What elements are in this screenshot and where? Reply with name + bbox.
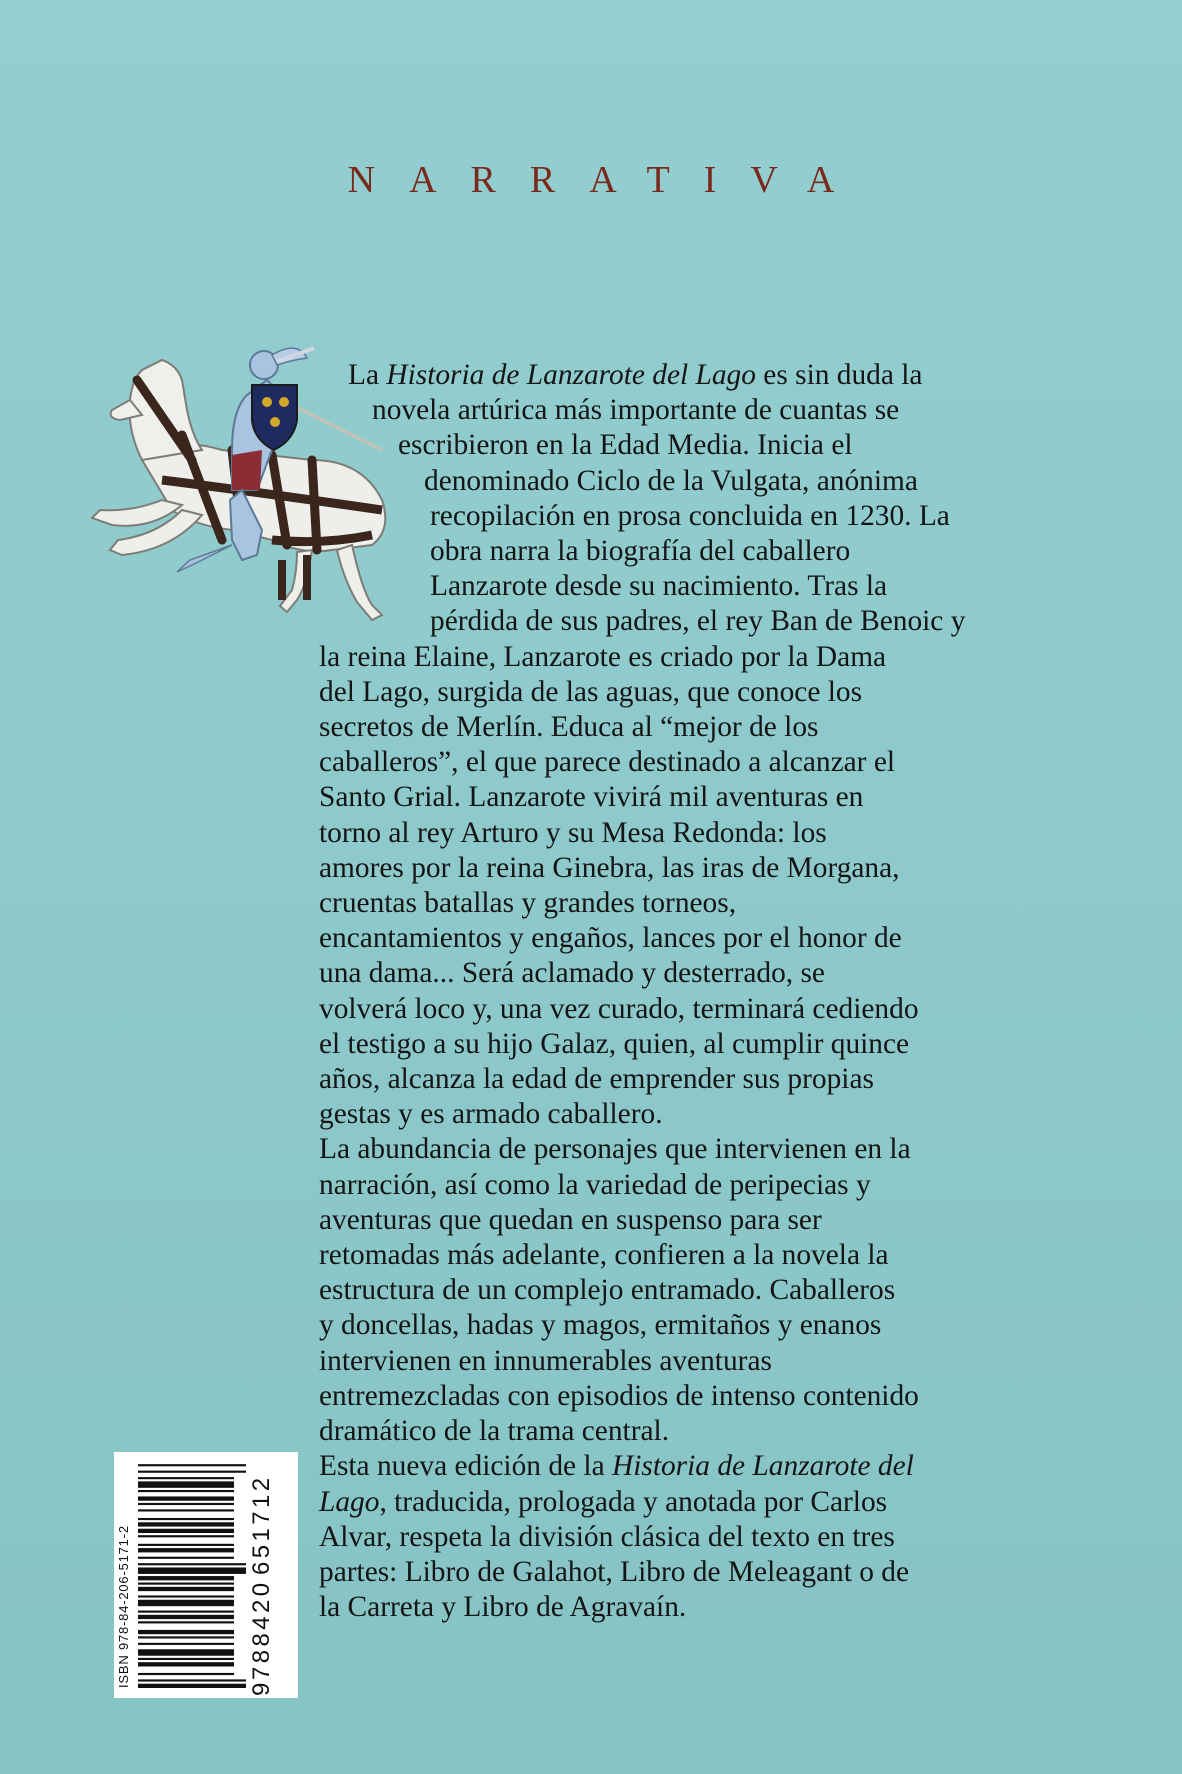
barcode-bar [138,1576,234,1580]
series-label: NARRATIVA [347,159,869,201]
barcode-bar [138,1490,234,1492]
blurb-line: denominado Ciclo de la Vulgata, anónima [424,464,918,497]
blurb-line: recopilación en prosa concluida en 1230. La [430,499,950,532]
barcode-bar [138,1595,234,1597]
barcode-bar [138,1471,246,1473]
barcode-digit-group-1: 788420 [248,1579,275,1680]
blurb-line: intervienen en innumerables aventuras [319,1344,772,1377]
blurb-line: partes: Libro de Galahot, Libro de Meleagant o de [319,1555,910,1588]
blurb-line: amores por la reina Ginebra, las iras de Morgana, [319,851,900,884]
barcode-bar [138,1662,234,1666]
blurb-line: Santo Grial. Lanzarote vivirá mil aventuras en [319,781,864,814]
barcode-bar [138,1563,246,1565]
blurb-line: encantamientos y engaños, lances por el honor de [319,922,902,955]
barcode-bar [138,1658,234,1660]
barcode-bar [138,1600,234,1606]
blurb-line: caballeros”, el que parece destinado a alcanzar el [319,746,896,779]
barcode-bar [138,1535,234,1537]
barcode-bars [138,1462,246,1688]
barcode-bar [138,1649,234,1655]
barcode-bar [138,1583,234,1585]
blurb-line: el testigo a su hijo Galaz, quien, al cumplir quince [319,1027,910,1060]
blurb-line: la Carreta y Libro de Agravaín. [319,1591,687,1624]
blurb-line: del Lago, surgida de las aguas, que conoce los [319,675,863,708]
barcode-rotated-group [114,1452,298,1698]
blurb-line: La Historia de Lanzarote del Lago es sin duda la [348,359,923,391]
barcode-bar [138,1630,234,1634]
barcode-bar [138,1621,234,1623]
blurb-line: Esta nueva edición de la Historia de Lanzarote del [319,1450,914,1483]
back-cover-blurb [319,358,1108,1625]
blurb-line: dramático de la trama central. [319,1415,670,1448]
barcode-digit-first: 9 [248,1681,275,1696]
barcode-bar [138,1503,234,1505]
blurb-line: y doncellas, hadas y magos, ermitaños y enanos [319,1309,882,1342]
barcode-bar [138,1567,246,1573]
barcode-bar [138,1679,246,1681]
barcode-bar [138,1636,234,1638]
barcode-bar [138,1464,246,1466]
barcode-bar [138,1548,234,1552]
blurb-line: Alvar, respeta la división clásica del texto en tres [319,1520,895,1553]
barcode-bar [138,1611,234,1613]
barcode-bar [138,1615,234,1619]
barcode-bar [138,1481,234,1487]
blurb-line: aventuras que quedan en suspenso para ser [319,1203,822,1236]
barcode-bar [138,1496,234,1500]
blurb-line: la reina Elaine, Lanzarote es criado por la Dama [319,640,887,673]
barcode-bar [138,1529,234,1533]
blurb-line: años, alcanza la edad de emprender sus propias [319,1063,874,1096]
blurb-line: volverá loco y, una vez curado, terminará cediendo [319,992,919,1025]
blurb-line: retomadas más adelante, confieren a la novela la [319,1239,889,1272]
blurb-line: La abundancia de personajes que intervienen en la [319,1133,911,1166]
isbn-label: ISBN 978-84-206-5171-2 [116,1525,131,1688]
blurb-line: gestas y es armado caballero. [319,1098,663,1131]
barcode-bar [138,1673,234,1675]
blurb-line: cruentas batallas y grandes torneos, [319,887,737,920]
barcode-bar [138,1544,234,1546]
isbn-barcode [114,1452,298,1698]
blurb-line: secretos de Merlín. Educa al “mejor de los [319,711,819,744]
blurb-line: una dama... Será aclamado y desterrado, se [319,957,825,990]
barcode-bar [138,1522,234,1526]
barcode-bar [138,1684,246,1688]
blurb-line: estructura de un complejo entramado. Caballeros [319,1274,896,1307]
blurb-line: narración, así como la variedad de peripecias y [319,1168,871,1201]
blurb-line: Lago, traducida, prologada y anotada por Carlos [319,1485,888,1518]
blurb-line: entremezcladas con episodios de intenso contenido [319,1379,919,1412]
barcode-bar [138,1477,234,1479]
barcode-bar [138,1557,234,1559]
blurb-line: torno al rey Arturo y su Mesa Redonda: los [319,816,827,849]
blurb-line: Lanzarote desde su nacimiento. Tras la [430,570,888,603]
barcode-bar [138,1509,234,1511]
barcode-bar [138,1518,234,1520]
blurb-line: novela artúrica más importante de cuantas se [372,394,900,427]
barcode-bar [138,1587,234,1591]
blurb-line: obra narra la biografía del caballero [430,535,851,568]
blurb-line: pérdida de sus padres, el rey Ban de Benoic y [430,605,966,638]
barcode-bar [138,1643,234,1645]
blurb-line: escribieron en la Edad Media. Inicia el [398,429,853,462]
barcode-digit-group-2: 651712 [248,1474,275,1575]
